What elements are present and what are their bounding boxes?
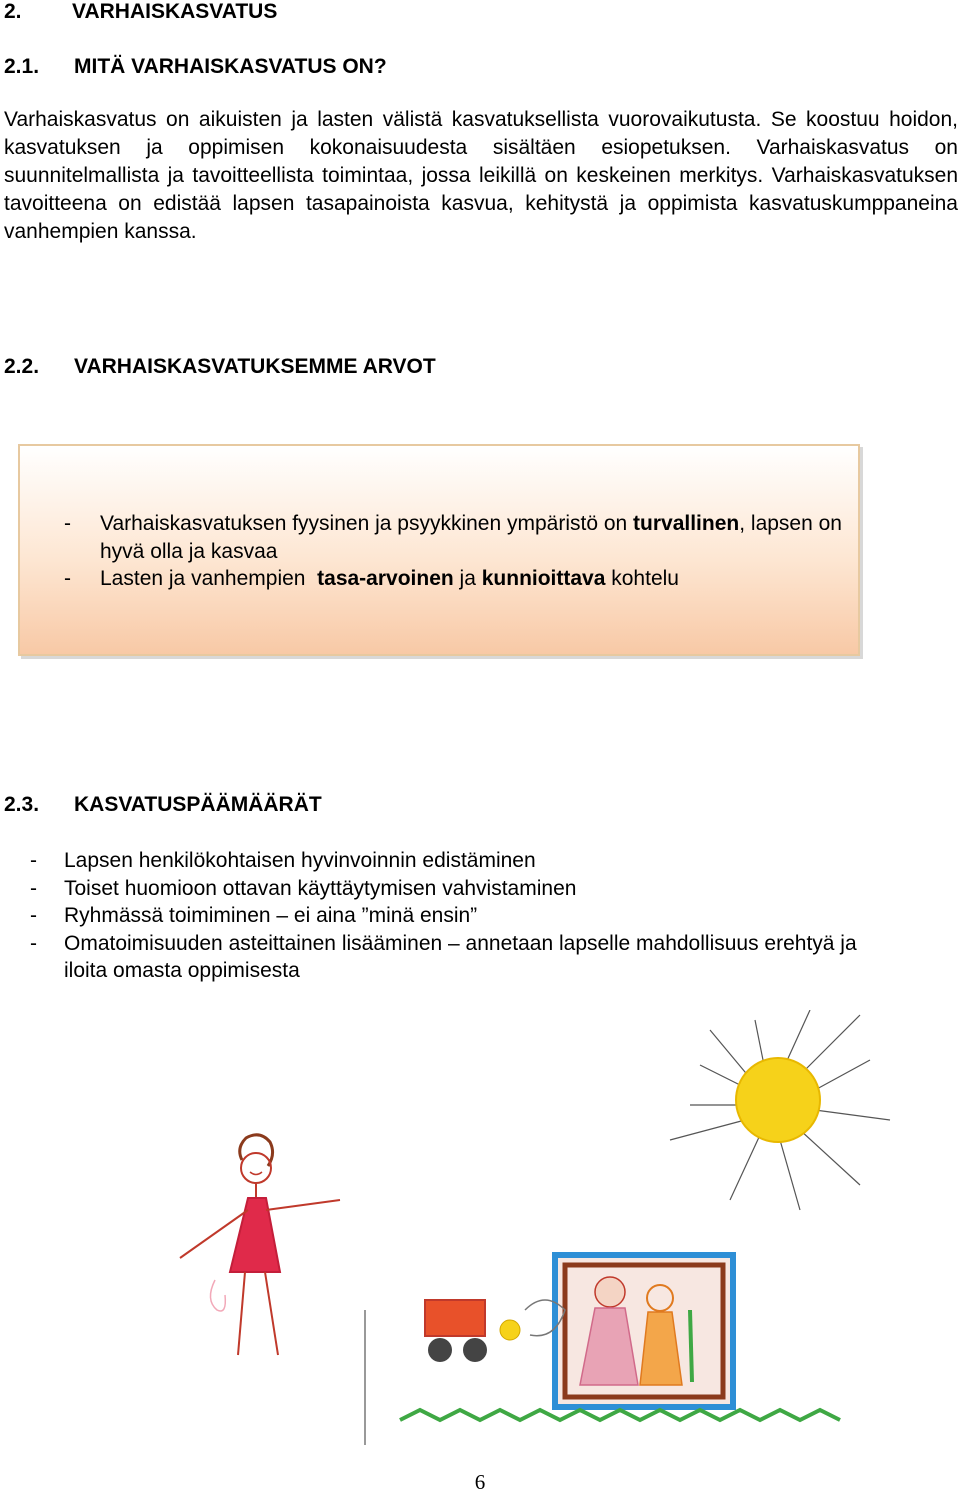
value-text: , lapsen on hyvä olla ja kasvaa <box>100 512 842 563</box>
values-list-item <box>64 565 844 593</box>
goals-list <box>30 847 910 985</box>
section-title: VARHAISKASVATUS <box>72 0 278 23</box>
subsection-heading-2-2 <box>4 355 436 379</box>
value-text: Lasten ja vanhempien <box>100 567 318 590</box>
value-text: Varhaiskasvatuksen fyysinen ja psyykkinen ympäristö on <box>100 512 634 535</box>
subsection-number: 2.2. <box>4 355 40 378</box>
list-dash: - <box>64 512 71 535</box>
sun-icon <box>670 1010 890 1210</box>
intro-paragraph: Varhaiskasvatus on aikuisten ja lasten välistä kasvatuksellista vuorovaikutusta. Se koostuu hoidon, kasvatuksen ja oppimisen kokonaisuudesta sisältäen esiopetuksen. Varhaiskasvatus on suunnitelmallista ja tavoitteellista toimintaa, jossa leikillä on keskeinen merkitys. Varhaiskasvatuksen tavoitteena on edistää lapsen tasapainoista kasvua, kehitystä ja oppimista kasvatuskumppaneina vanhempien kanssa. <box>4 108 958 243</box>
vehicle-icon <box>425 1300 565 1362</box>
goals-list-item <box>30 875 910 903</box>
subsection-title: KASVATUSPÄÄMÄÄRÄT <box>74 793 322 816</box>
list-dash: - <box>64 567 71 590</box>
value-text: kohtelu <box>605 567 679 590</box>
list-dash: - <box>30 849 37 872</box>
section-heading <box>4 0 277 24</box>
goal-text: Lapsen henkilökohtaisen hyvinvoinnin edistäminen <box>64 849 536 872</box>
subsection-number: 2.1. <box>4 55 40 78</box>
girl-figure-icon <box>180 1135 340 1355</box>
subsection-number: 2.3. <box>4 793 40 816</box>
value-emphasis: tasa-arvoinen <box>317 567 454 590</box>
goal-text: Ryhmässä toimiminen – ei aina ”minä ensin” <box>64 904 478 927</box>
list-dash: - <box>30 904 37 927</box>
list-dash: - <box>30 876 37 900</box>
list-dash: - <box>30 931 37 955</box>
section-number: 2. <box>4 0 22 23</box>
framed-picture-icon <box>555 1255 733 1407</box>
subsection-title: MITÄ VARHAISKASVATUS ON? <box>74 55 387 78</box>
goal-text: Toiset huomioon ottavan käyttäytymisen vahvistaminen <box>64 876 577 900</box>
page-number: 6 <box>474 1470 486 1494</box>
values-list-item <box>64 510 844 565</box>
values-list <box>64 510 844 593</box>
subsection-heading-2-3 <box>4 793 322 817</box>
subsection-title: VARHAISKASVATUKSEMME ARVOT <box>74 355 436 378</box>
subsection-heading-2-1 <box>4 55 387 79</box>
values-box <box>18 444 860 656</box>
value-emphasis: kunnioittava <box>481 567 606 590</box>
goals-list-item <box>30 847 910 875</box>
goal-text: Omatoimisuuden asteittainen lisääminen – annetaan lapselle mahdollisuus erehtyä ja iloita omasta oppimisesta <box>64 931 857 982</box>
goals-list-item <box>30 930 864 985</box>
child-drawing-illustration <box>170 1010 950 1450</box>
value-text: ja <box>453 567 482 590</box>
value-emphasis: turvallinen <box>633 512 740 535</box>
goals-list-item <box>30 902 910 930</box>
